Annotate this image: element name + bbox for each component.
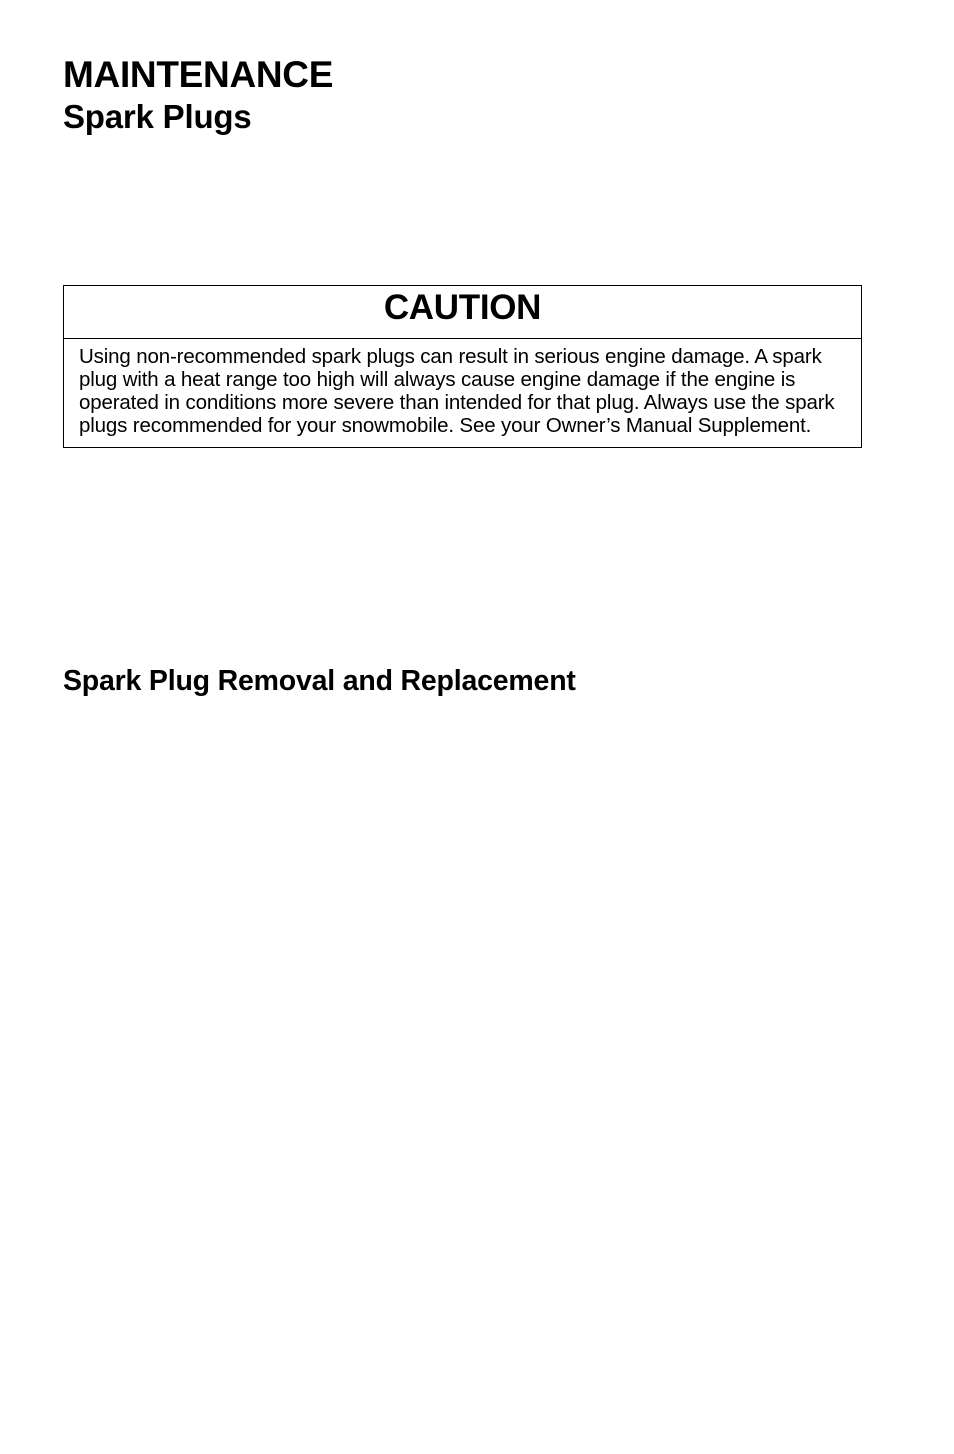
caution-box	[63, 285, 862, 448]
procedure-heading: Spark Plug Removal and Replacement	[63, 665, 576, 697]
caution-text: Using non-recommended spark plugs can result in serious engine damage. A spark plug with a heat range too high will always cause engine damage if the engine is operated in conditions more severe than intended for that plug. Always use the spark plugs recommended for your snowmobile. See your Owner’s Manual Supplement.	[79, 345, 835, 437]
subsection-title: Spark Plugs	[63, 98, 252, 135]
section-title: MAINTENANCE	[63, 54, 334, 95]
caution-heading: CAUTION	[64, 286, 861, 339]
